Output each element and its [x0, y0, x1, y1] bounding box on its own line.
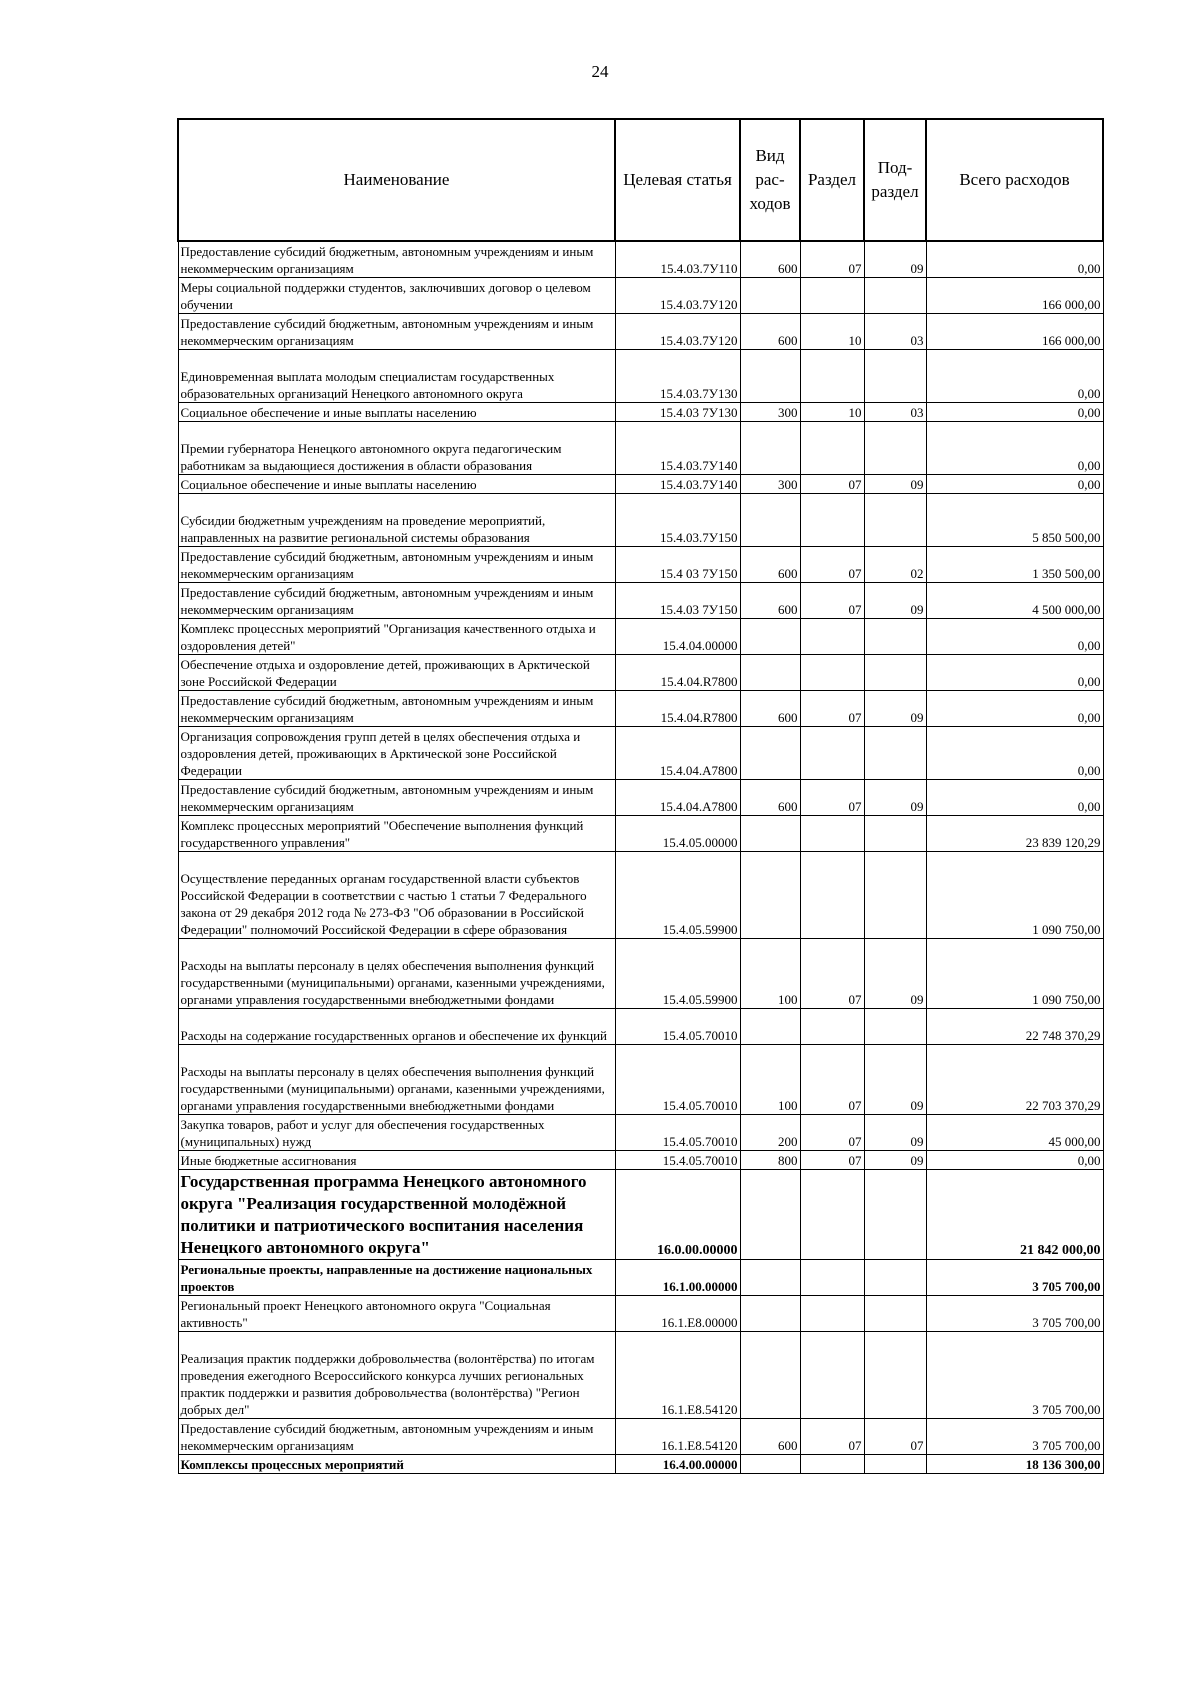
- cell-total: 23 839 120,29: [926, 816, 1103, 852]
- header-target: Целевая статья: [615, 119, 740, 241]
- table-row: [178, 314, 1103, 350]
- page-number: 24: [591, 62, 609, 81]
- cell-pr: [864, 1332, 926, 1419]
- cell-total: 5 850 500,00: [926, 494, 1103, 547]
- cell-code: 15.4.03.7У110: [615, 241, 740, 278]
- cell-vr: [740, 619, 800, 655]
- cell-vr: [740, 1260, 800, 1296]
- cell-total: 0,00: [926, 780, 1103, 816]
- cell-total: 1 090 750,00: [926, 939, 1103, 1009]
- cell-pr: 09: [864, 1151, 926, 1170]
- cell-vr: 100: [740, 939, 800, 1009]
- cell-name: Закупка товаров, работ и услуг для обеспечения государственных (муниципальных) нужд: [178, 1115, 615, 1151]
- cell-total: 21 842 000,00: [926, 1170, 1103, 1260]
- table-row: [178, 475, 1103, 494]
- cell-vr: [740, 278, 800, 314]
- cell-name: Организация сопровождения групп детей в целях обеспечения отдыха и оздоровления детей, проживающих в Арктической зоне Российской Федерации: [178, 727, 615, 780]
- cell-rz: 07: [800, 583, 864, 619]
- cell-rz: 07: [800, 547, 864, 583]
- cell-vr: [740, 1332, 800, 1419]
- cell-pr: 07: [864, 1419, 926, 1455]
- cell-name: Предоставление субсидий бюджетным, автономным учреждениям и иным некоммерческим организациям: [178, 1419, 615, 1455]
- cell-code: 15.4.04.R7800: [615, 691, 740, 727]
- cell-rz: [800, 1170, 864, 1260]
- cell-total: 1 090 750,00: [926, 852, 1103, 939]
- cell-name: Предоставление субсидий бюджетным, автономным учреждениям и иным некоммерческим организациям: [178, 583, 615, 619]
- cell-vr: 300: [740, 475, 800, 494]
- table-header-row: [178, 119, 1103, 241]
- cell-code: 15.4.03 7У130: [615, 403, 740, 422]
- cell-total: 0,00: [926, 350, 1103, 403]
- cell-vr: [740, 494, 800, 547]
- cell-pr: 09: [864, 475, 926, 494]
- cell-vr: 100: [740, 1045, 800, 1115]
- cell-vr: [740, 350, 800, 403]
- cell-vr: [740, 1170, 800, 1260]
- cell-pr: 03: [864, 314, 926, 350]
- cell-name: Единовременная выплата молодым специалистам государственных образовательных организаций Ненецкого автономного округа: [178, 350, 615, 403]
- table-body: [178, 241, 1103, 1474]
- cell-pr: [864, 619, 926, 655]
- cell-rz: 07: [800, 475, 864, 494]
- cell-vr: [740, 422, 800, 475]
- cell-rz: [800, 422, 864, 475]
- cell-pr: 09: [864, 241, 926, 278]
- cell-code: 16.1.Е8.00000: [615, 1296, 740, 1332]
- cell-total: 0,00: [926, 691, 1103, 727]
- cell-name: Государственная программа Ненецкого автономного округа "Реализация государственной молодёжной политики и патриотического воспитания населения Ненецкого автономного округа": [178, 1170, 615, 1260]
- cell-vr: 600: [740, 241, 800, 278]
- cell-pr: [864, 1260, 926, 1296]
- table-row: [178, 1419, 1103, 1455]
- cell-name: Субсидии бюджетным учреждениям на проведение мероприятий, направленных на развитие региональной системы образования: [178, 494, 615, 547]
- cell-total: 0,00: [926, 1151, 1103, 1170]
- table-row: [178, 583, 1103, 619]
- cell-name: Премии губернатора Ненецкого автономного округа педагогическим работникам за выдающиеся достижения в области образования: [178, 422, 615, 475]
- cell-total: 0,00: [926, 619, 1103, 655]
- cell-total: 166 000,00: [926, 314, 1103, 350]
- cell-name: Осуществление переданных органам государственной власти субъектов Российской Федерации в соответствии с частью 1 статьи 7 Федерального закона от 29 декабря 2012 года № 273-ФЗ "Об образовании в Российской Федерации" полномочий Российской Федерации в сфере образования: [178, 852, 615, 939]
- cell-pr: [864, 852, 926, 939]
- table-row: [178, 852, 1103, 939]
- cell-rz: 07: [800, 691, 864, 727]
- table-row: [178, 1151, 1103, 1170]
- cell-rz: [800, 1296, 864, 1332]
- cell-vr: [740, 852, 800, 939]
- cell-pr: 02: [864, 547, 926, 583]
- cell-pr: 03: [864, 403, 926, 422]
- cell-vr: 300: [740, 403, 800, 422]
- table-row: [178, 691, 1103, 727]
- cell-name: Социальное обеспечение и иные выплаты населению: [178, 403, 615, 422]
- cell-rz: [800, 852, 864, 939]
- cell-name: Предоставление субсидий бюджетным, автономным учреждениям и иным некоммерческим организациям: [178, 780, 615, 816]
- table-row: [178, 939, 1103, 1009]
- cell-total: 0,00: [926, 403, 1103, 422]
- cell-code: 15.4.04.00000: [615, 619, 740, 655]
- cell-code: 15.4.04.А7800: [615, 780, 740, 816]
- cell-code: 15.4.05.70010: [615, 1151, 740, 1170]
- cell-rz: 07: [800, 939, 864, 1009]
- cell-code: 15.4.03.7У120: [615, 314, 740, 350]
- table-row: [178, 1455, 1103, 1474]
- cell-name: Расходы на выплаты персоналу в целях обеспечения выполнения функций государственными (муниципальными) органами, казенными учреждениями, органами управления государственными внебюджетными фондами: [178, 939, 615, 1009]
- cell-code: 16.0.00.00000: [615, 1170, 740, 1260]
- cell-vr: 600: [740, 691, 800, 727]
- cell-total: 45 000,00: [926, 1115, 1103, 1151]
- budget-table: [177, 118, 1104, 1474]
- cell-name: Комплексы процессных мероприятий: [178, 1455, 615, 1474]
- cell-total: 3 705 700,00: [926, 1260, 1103, 1296]
- cell-total: 1 350 500,00: [926, 547, 1103, 583]
- table-row: [178, 350, 1103, 403]
- cell-total: 3 705 700,00: [926, 1419, 1103, 1455]
- cell-code: 15.4.03.7У140: [615, 422, 740, 475]
- cell-pr: [864, 1009, 926, 1045]
- cell-code: 16.1.Е8.54120: [615, 1332, 740, 1419]
- cell-rz: 07: [800, 241, 864, 278]
- cell-rz: [800, 1332, 864, 1419]
- cell-code: 15.4.05.70010: [615, 1115, 740, 1151]
- table-row: [178, 1332, 1103, 1419]
- cell-rz: 07: [800, 780, 864, 816]
- cell-rz: [800, 655, 864, 691]
- cell-pr: 09: [864, 780, 926, 816]
- cell-total: 22 748 370,29: [926, 1009, 1103, 1045]
- cell-vr: 600: [740, 583, 800, 619]
- cell-total: 4 500 000,00: [926, 583, 1103, 619]
- cell-code: 15.4.03.7У130: [615, 350, 740, 403]
- cell-name: Социальное обеспечение и иные выплаты населению: [178, 475, 615, 494]
- cell-vr: 600: [740, 314, 800, 350]
- cell-name: Комплекс процессных мероприятий "Обеспечение выполнения функций государственного управления": [178, 816, 615, 852]
- cell-total: 0,00: [926, 727, 1103, 780]
- cell-name: Предоставление субсидий бюджетным, автономным учреждениям и иным некоммерческим организациям: [178, 314, 615, 350]
- table-row: [178, 1170, 1103, 1260]
- cell-total: 0,00: [926, 655, 1103, 691]
- table-row: [178, 1045, 1103, 1115]
- table-row: [178, 1009, 1103, 1045]
- cell-code: 15.4.05.59900: [615, 852, 740, 939]
- cell-code: 15.4 03 7У150: [615, 547, 740, 583]
- header-vid: Вид рас- ходов: [740, 119, 800, 241]
- cell-pr: 09: [864, 1045, 926, 1115]
- cell-rz: 07: [800, 1045, 864, 1115]
- cell-name: Предоставление субсидий бюджетным, автономным учреждениям и иным некоммерческим организациям: [178, 547, 615, 583]
- cell-name: Предоставление субсидий бюджетным, автономным учреждениям и иным некоммерческим организациям: [178, 691, 615, 727]
- cell-code: 15.4.03.7У140: [615, 475, 740, 494]
- cell-name: Региональные проекты, направленные на достижение национальных проектов: [178, 1260, 615, 1296]
- cell-vr: [740, 1455, 800, 1474]
- cell-total: 3 705 700,00: [926, 1332, 1103, 1419]
- cell-rz: [800, 816, 864, 852]
- cell-pr: 09: [864, 691, 926, 727]
- cell-rz: [800, 1455, 864, 1474]
- cell-total: 0,00: [926, 241, 1103, 278]
- cell-rz: 07: [800, 1419, 864, 1455]
- header-total: Всего расходов: [926, 119, 1103, 241]
- table-row: [178, 619, 1103, 655]
- cell-pr: 09: [864, 939, 926, 1009]
- cell-rz: [800, 619, 864, 655]
- cell-pr: [864, 278, 926, 314]
- cell-pr: [864, 1455, 926, 1474]
- cell-name: Предоставление субсидий бюджетным, автономным учреждениям и иным некоммерческим организациям: [178, 241, 615, 278]
- cell-code: 15.4.03.7У120: [615, 278, 740, 314]
- header-podrazdel: Под- раздел: [864, 119, 926, 241]
- cell-total: 18 136 300,00: [926, 1455, 1103, 1474]
- cell-vr: 600: [740, 1419, 800, 1455]
- cell-pr: [864, 816, 926, 852]
- table-row: [178, 422, 1103, 475]
- cell-code: 16.1.Е8.54120: [615, 1419, 740, 1455]
- cell-code: 15.4.05.00000: [615, 816, 740, 852]
- cell-pr: [864, 1296, 926, 1332]
- cell-rz: 07: [800, 1151, 864, 1170]
- table-row: [178, 655, 1103, 691]
- cell-code: 16.4.00.00000: [615, 1455, 740, 1474]
- cell-total: 0,00: [926, 475, 1103, 494]
- cell-vr: 800: [740, 1151, 800, 1170]
- cell-vr: [740, 655, 800, 691]
- cell-vr: 600: [740, 547, 800, 583]
- cell-vr: [740, 727, 800, 780]
- table-row: [178, 727, 1103, 780]
- cell-vr: [740, 816, 800, 852]
- table-row: [178, 278, 1103, 314]
- table-row: [178, 780, 1103, 816]
- cell-name: Меры социальной поддержки студентов, заключивших договор о целевом обучении: [178, 278, 615, 314]
- cell-name: Расходы на выплаты персоналу в целях обеспечения выполнения функций государственными (муниципальными) органами, казенными учреждениями, органами управления государственными внебюджетными фондами: [178, 1045, 615, 1115]
- cell-vr: 600: [740, 780, 800, 816]
- cell-vr: [740, 1296, 800, 1332]
- table-row: [178, 816, 1103, 852]
- cell-pr: [864, 1170, 926, 1260]
- cell-pr: [864, 727, 926, 780]
- cell-rz: [800, 278, 864, 314]
- cell-rz: 10: [800, 403, 864, 422]
- cell-name: Иные бюджетные ассигнования: [178, 1151, 615, 1170]
- cell-total: 3 705 700,00: [926, 1296, 1103, 1332]
- cell-pr: [864, 350, 926, 403]
- cell-rz: 07: [800, 1115, 864, 1151]
- cell-pr: [864, 655, 926, 691]
- cell-code: 15.4.05.59900: [615, 939, 740, 1009]
- table-row: [178, 1115, 1103, 1151]
- cell-vr: 200: [740, 1115, 800, 1151]
- header-razdel: Раздел: [800, 119, 864, 241]
- cell-rz: [800, 494, 864, 547]
- cell-rz: [800, 1009, 864, 1045]
- cell-code: 15.4.05.70010: [615, 1045, 740, 1115]
- table-row: [178, 403, 1103, 422]
- cell-total: 22 703 370,29: [926, 1045, 1103, 1115]
- cell-total: 166 000,00: [926, 278, 1103, 314]
- table-row: [178, 547, 1103, 583]
- cell-rz: [800, 350, 864, 403]
- cell-name: Комплекс процессных мероприятий "Организация качественного отдыха и оздоровления детей": [178, 619, 615, 655]
- cell-pr: 09: [864, 583, 926, 619]
- cell-total: 0,00: [926, 422, 1103, 475]
- cell-code: 15.4.03 7У150: [615, 583, 740, 619]
- cell-code: 15.4.04.А7800: [615, 727, 740, 780]
- cell-name: Расходы на содержание государственных органов и обеспечение их функций: [178, 1009, 615, 1045]
- cell-code: 15.4.03.7У150: [615, 494, 740, 547]
- header-name: Наименование: [178, 119, 615, 241]
- cell-pr: 09: [864, 1115, 926, 1151]
- cell-pr: [864, 422, 926, 475]
- cell-code: 15.4.04.R7800: [615, 655, 740, 691]
- table-row: [178, 1260, 1103, 1296]
- cell-code: 15.4.05.70010: [615, 1009, 740, 1045]
- table-row: [178, 241, 1103, 278]
- cell-name: Реализация практик поддержки добровольчества (волонтёрства) по итогам проведения ежегодного Всероссийского конкурса лучших региональных практик поддержки и развития добровольчества (волонтёрства) "Регион добрых дел": [178, 1332, 615, 1419]
- cell-name: Региональный проект Ненецкого автономного округа "Социальная активность": [178, 1296, 615, 1332]
- cell-pr: [864, 494, 926, 547]
- cell-rz: [800, 1260, 864, 1296]
- cell-rz: [800, 727, 864, 780]
- cell-code: 16.1.00.00000: [615, 1260, 740, 1296]
- cell-vr: [740, 1009, 800, 1045]
- cell-rz: 10: [800, 314, 864, 350]
- table-row: [178, 494, 1103, 547]
- cell-name: Обеспечение отдыха и оздоровление детей, проживающих в Арктической зоне Российской Федерации: [178, 655, 615, 691]
- table-row: [178, 1296, 1103, 1332]
